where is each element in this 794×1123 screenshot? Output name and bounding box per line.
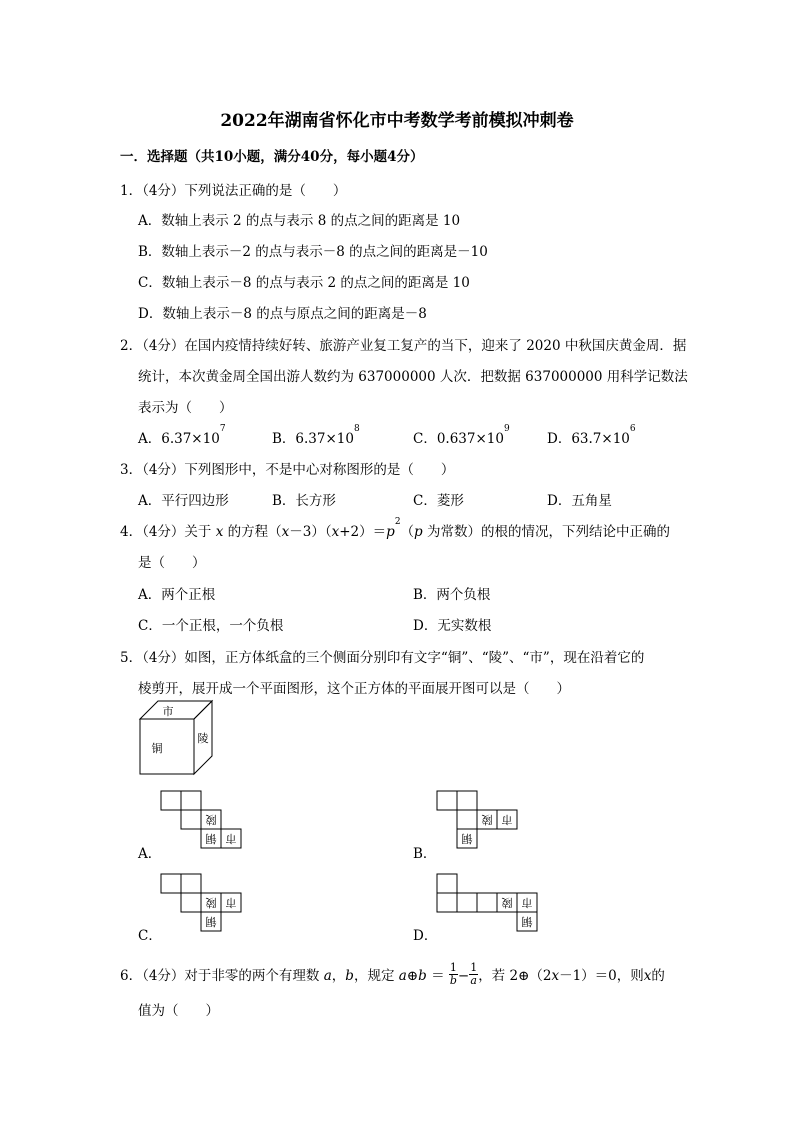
q2-line3: 表示为（ ） xyxy=(138,400,233,416)
q1-option-a: A．数轴上表示 2 的点与表示 8 的点之间的距离是 10 xyxy=(138,213,461,229)
net-a-tong: 铜 xyxy=(205,832,217,845)
cube-top-face xyxy=(140,701,212,719)
q5-line2: 棱剪开，展开成一个平面图形，这个正方体的平面展开图可以是（ ） xyxy=(138,681,570,697)
section-heading: 一．选择题（共10小题，满分40分，每小题4分） xyxy=(120,149,424,165)
q2-line2: 统计，本次黄金周全国出游人数约为 637000000 人次．把数据 637000000 用科学记数法 xyxy=(138,369,688,385)
q4-option-c: C．一个正根，一个负根 xyxy=(138,618,284,634)
q6-fraction-2: $\frac{1}{a}$ xyxy=(470,961,478,987)
q2-option-b: B．$6.37\times 10^8$ xyxy=(272,424,360,447)
net-c-shi: 市 xyxy=(225,896,237,909)
q1-option-b: B．数轴上表示－2 的点与表示－8 的点之间的距离是－10 xyxy=(138,244,488,260)
cube-figure xyxy=(136,697,216,779)
q1-option-d: D．数轴上表示－8 的点与原点之间的距离是－8 xyxy=(138,306,427,322)
q4-line1: 4．（4分）关于 x 的方程$(x-3)(x+2)=p^2(p$ 为常数）的根的情况，下列结论中正确的 xyxy=(120,517,670,540)
q3-option-a: A．平行四边形 xyxy=(138,493,229,509)
net-d-tong: 铜 xyxy=(521,915,533,928)
q5-option-b: B． xyxy=(413,846,437,862)
cube-side-label: 陵 xyxy=(197,732,209,745)
q6-fraction-1: $\frac{1}{b}$ xyxy=(449,961,457,987)
q5-option-c: C． xyxy=(138,928,162,944)
cube-front-label: 铜 xyxy=(151,742,163,755)
net-b-shi: 市 xyxy=(501,813,513,826)
q5-line1: 5．（4分）如图，正方体纸盒的三个侧面分别印有文字“铜”、“陵”、“市”，现在沿着它的 xyxy=(120,650,645,666)
q4-line2: 是（ ） xyxy=(138,555,206,571)
q3-stem: 3．（4分）下列图形中，不是中心对称图形的是（ ） xyxy=(120,462,455,478)
q1-option-c: C．数轴上表示－8 的点与表示 2 的点之间的距离是 10 xyxy=(138,275,470,291)
q6-line2: 值为（ ） xyxy=(138,1003,219,1019)
q2-option-d: D．$63.7\times 10^6$ xyxy=(547,424,636,447)
q2-option-c: C．$0.637\times 10^9$ xyxy=(413,424,510,447)
q4-option-d: D．无实数根 xyxy=(413,618,492,634)
net-a-shi: 市 xyxy=(225,832,237,845)
q4-option-a: A．两个正根 xyxy=(138,587,216,603)
net-a xyxy=(160,790,244,852)
net-c xyxy=(160,873,244,935)
page-title: 2022年湖南省怀化市中考数学考前模拟冲刺卷 xyxy=(220,111,574,131)
net-b-ling: 陵 xyxy=(481,813,493,826)
q3-option-d: D．五角星 xyxy=(547,493,612,509)
q3-option-c: C．菱形 xyxy=(413,493,464,509)
net-a-ling: 陵 xyxy=(205,813,217,826)
net-d-ling: 陵 xyxy=(501,896,513,909)
cube-top-label: 市 xyxy=(162,705,174,718)
q5-option-a: A． xyxy=(138,846,162,862)
q3-option-b: B．长方形 xyxy=(272,493,336,509)
net-b-tong: 铜 xyxy=(461,832,473,845)
q6-line1: 6．（4分）对于非零的两个有理数 a，b，规定 a⊕b ＝ $\frac{1}{b}$ − $\frac{1}{a}$ ，若 2⊕（2x－1）＝0，则x的 xyxy=(120,961,665,987)
q4-option-b: B．两个负根 xyxy=(413,587,491,603)
net-b xyxy=(436,790,520,852)
net-d-shi: 市 xyxy=(521,896,533,909)
net-d xyxy=(436,873,540,935)
net-c-tong: 铜 xyxy=(205,915,217,928)
net-c-ling: 陵 xyxy=(205,896,217,909)
cube-front-face xyxy=(140,719,194,774)
q5-option-d: D． xyxy=(413,928,438,944)
q1-stem: 1．（4分）下列说法正确的是（ ） xyxy=(120,183,347,199)
q2-option-a: A．$6.37\times 10^7$ xyxy=(138,424,226,447)
q2-line1: 2．（4分）在国内疫情持续好转、旅游产业复工复产的当下，迎来了 2020 中秋国庆黄金周．据 xyxy=(120,338,687,354)
